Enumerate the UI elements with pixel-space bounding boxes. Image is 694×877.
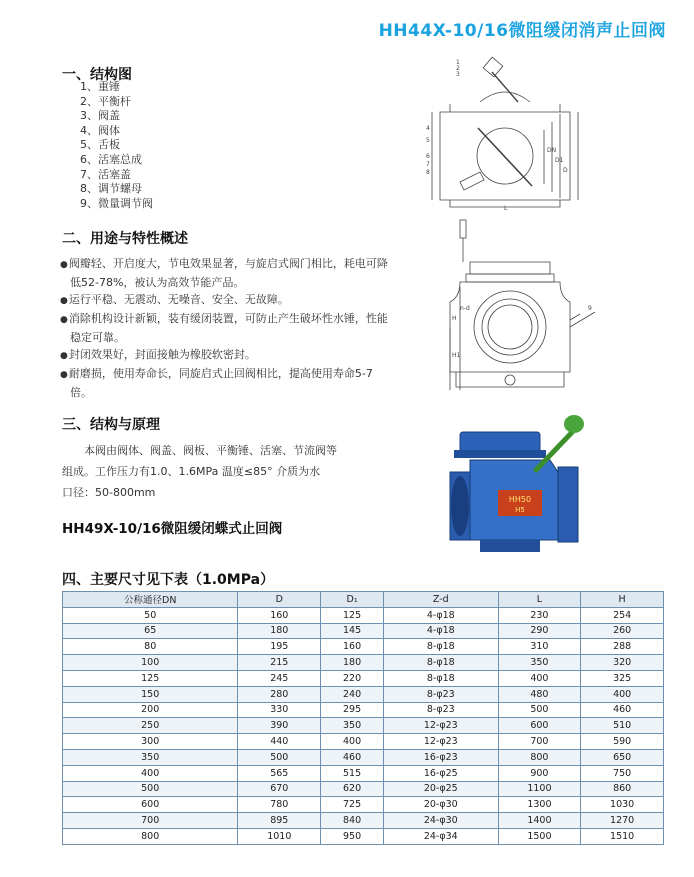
dimension-label: L	[504, 205, 508, 212]
table-cell: 80	[63, 639, 238, 655]
part-item: 8、调节螺母	[80, 182, 142, 196]
column-header: D	[238, 592, 321, 608]
callout-number: 5	[426, 137, 430, 144]
table-cell: 20-φ25	[384, 781, 499, 797]
table-cell: 460	[581, 702, 664, 718]
table-cell: 245	[238, 670, 321, 686]
table-cell: 400	[581, 686, 664, 702]
principle-paragraph	[62, 440, 382, 503]
table-cell: 800	[498, 749, 581, 765]
table-cell: 4-φ18	[384, 623, 499, 639]
dimension-label: n-d	[460, 305, 470, 312]
callout-number: 6	[426, 153, 430, 160]
table-row	[63, 765, 664, 781]
table-cell: 24-φ34	[384, 828, 499, 844]
table-row	[63, 797, 664, 813]
valve-product-photo	[440, 412, 600, 562]
table-row	[63, 813, 664, 829]
table-cell: 840	[321, 813, 384, 829]
feature-item: ● 阀瓣轻、开启度大，节电效果显著，与旋启式阀门相比，耗电可降低52-78%，被认为高效节能产品。	[60, 255, 390, 291]
column-header: L	[498, 592, 581, 608]
table-cell: 8-φ18	[384, 670, 499, 686]
dimension-label: H1	[452, 352, 461, 359]
principle-line: 口径：50-800mm	[62, 486, 156, 499]
section-dimensions-heading: 四、主要尺寸见下表（1.0MPa）	[62, 572, 275, 588]
table-header-row	[63, 592, 664, 608]
table-cell: 1030	[581, 797, 664, 813]
table-cell: 24-φ30	[384, 813, 499, 829]
table-cell: 8-φ18	[384, 639, 499, 655]
table-cell: 400	[321, 734, 384, 750]
table-cell: 1510	[581, 828, 664, 844]
table-cell: 330	[238, 702, 321, 718]
table-cell: 390	[238, 718, 321, 734]
table-cell: 670	[238, 781, 321, 797]
table-cell: 12-φ23	[384, 718, 499, 734]
callout-number: 9	[588, 305, 592, 312]
nameplate-text: H5	[515, 506, 525, 514]
table-cell: 240	[321, 686, 384, 702]
dimension-label: D1	[555, 157, 564, 164]
table-cell: 480	[498, 686, 581, 702]
table-cell: 1010	[238, 828, 321, 844]
features-list	[60, 255, 390, 401]
column-header: Z-d	[384, 592, 499, 608]
table-cell: 100	[63, 655, 238, 671]
table-cell: 565	[238, 765, 321, 781]
callout-number: 7	[426, 161, 430, 168]
dimension-label: H	[452, 315, 457, 322]
dimensions-table	[62, 591, 664, 845]
table-cell: 600	[63, 797, 238, 813]
table-cell: 150	[63, 686, 238, 702]
table-cell: 288	[581, 639, 664, 655]
table-row	[63, 639, 664, 655]
feature-item: ● 运行平稳、无震动、无噪音、安全、无故障。	[60, 291, 390, 310]
table-cell: 780	[238, 797, 321, 813]
table-cell: 300	[63, 734, 238, 750]
table-cell: 50	[63, 607, 238, 623]
callout-number: 4	[426, 125, 430, 132]
table-cell: 700	[498, 734, 581, 750]
table-cell: 220	[321, 670, 384, 686]
table-cell: 440	[238, 734, 321, 750]
table-cell: 195	[238, 639, 321, 655]
table-cell: 260	[581, 623, 664, 639]
table-cell: 900	[498, 765, 581, 781]
table-cell: 700	[63, 813, 238, 829]
table-cell: 600	[498, 718, 581, 734]
table-cell: 310	[498, 639, 581, 655]
column-header: D₁	[321, 592, 384, 608]
table-cell: 1300	[498, 797, 581, 813]
part-item: 9、微量调节阀	[80, 196, 153, 210]
table-cell: 250	[63, 718, 238, 734]
table-cell: 1500	[498, 828, 581, 844]
section-features-heading: 二、用途与特性概述	[62, 231, 188, 247]
table-cell: 230	[498, 607, 581, 623]
table-cell: 215	[238, 655, 321, 671]
table-cell: 160	[321, 639, 384, 655]
table-cell: 500	[238, 749, 321, 765]
column-header: 公称通径DN	[63, 592, 238, 608]
table-cell: 750	[581, 765, 664, 781]
model-subtitle: HH49X-10/16微阻缓闭蝶式止回阀	[62, 521, 283, 537]
table-cell: 620	[321, 781, 384, 797]
part-item: 4、阀体	[80, 123, 120, 137]
table-cell: 650	[581, 749, 664, 765]
table-cell: 4-φ18	[384, 607, 499, 623]
table-cell: 350	[498, 655, 581, 671]
document-title: HH44X-10/16微阻缓闭消声止回阀	[378, 21, 666, 41]
table-cell: 590	[581, 734, 664, 750]
table-cell: 325	[581, 670, 664, 686]
table-row	[63, 718, 664, 734]
part-item: 7、活塞盖	[80, 167, 131, 181]
feature-item: ● 封闭效果好，封面接触为橡胶软密封。	[60, 346, 390, 365]
table-cell: 860	[581, 781, 664, 797]
table-row	[63, 607, 664, 623]
table-row	[63, 670, 664, 686]
table-cell: 180	[321, 655, 384, 671]
parts-list	[80, 80, 153, 211]
section-principle-heading: 三、结构与原理	[62, 417, 160, 433]
table-cell: 16-φ25	[384, 765, 499, 781]
table-cell: 950	[321, 828, 384, 844]
valve-technical-drawing	[420, 52, 620, 412]
table-row	[63, 702, 664, 718]
part-item: 2、平衡杆	[80, 94, 131, 108]
table-cell: 510	[581, 718, 664, 734]
table-cell: 65	[63, 623, 238, 639]
table-row	[63, 686, 664, 702]
principle-line: 本阀由阀体、阀盖、阀板、平衡锤、活塞、节流阀等	[84, 444, 337, 457]
table-cell: 460	[321, 749, 384, 765]
callout-number: 3	[456, 71, 460, 78]
table-row	[63, 655, 664, 671]
table-cell: 500	[498, 702, 581, 718]
table-cell: 12-φ23	[384, 734, 499, 750]
table-cell: 800	[63, 828, 238, 844]
table-cell: 290	[498, 623, 581, 639]
table-cell: 180	[238, 623, 321, 639]
table-cell: 400	[498, 670, 581, 686]
table-row	[63, 734, 664, 750]
table-cell: 125	[63, 670, 238, 686]
table-cell: 725	[321, 797, 384, 813]
part-item: 5、舌板	[80, 138, 120, 152]
table-cell: 8-φ23	[384, 702, 499, 718]
table-row	[63, 623, 664, 639]
table-cell: 254	[581, 607, 664, 623]
table-row	[63, 828, 664, 844]
table-cell: 350	[63, 749, 238, 765]
table-cell: 125	[321, 607, 384, 623]
principle-line: 组成。工作压力有1.0、1.6MPa 温度≤85° 介质为水	[62, 465, 321, 478]
dimension-label: DN	[547, 147, 557, 154]
table-cell: 320	[581, 655, 664, 671]
table-cell: 8-φ23	[384, 686, 499, 702]
column-header: H	[581, 592, 664, 608]
table-row	[63, 781, 664, 797]
table-cell: 8-φ18	[384, 655, 499, 671]
part-item: 1、重锤	[80, 80, 120, 93]
callout-number: 8	[426, 169, 430, 176]
part-item: 3、阀盖	[80, 109, 120, 123]
feature-item: ● 耐磨损，使用寿命长，同旋启式止回阀相比，提高使用寿命5-7倍。	[60, 365, 390, 401]
dimension-label: D	[563, 167, 568, 174]
table-cell: 1270	[581, 813, 664, 829]
table-cell: 895	[238, 813, 321, 829]
table-cell: 280	[238, 686, 321, 702]
nameplate-text: HH50	[508, 495, 532, 504]
feature-item: ● 消除机构设计新颖，装有缓闭装置，可防止产生破坏性水锤，性能稳定可靠。	[60, 310, 390, 346]
section-structure-heading: 一、结构图	[62, 67, 132, 83]
table-cell: 16-φ23	[384, 749, 499, 765]
table-body	[63, 607, 664, 844]
table-cell: 145	[321, 623, 384, 639]
table-cell: 350	[321, 718, 384, 734]
table-cell: 500	[63, 781, 238, 797]
table-cell: 160	[238, 607, 321, 623]
table-cell: 400	[63, 765, 238, 781]
table-cell: 200	[63, 702, 238, 718]
table-cell: 20-φ30	[384, 797, 499, 813]
table-cell: 515	[321, 765, 384, 781]
table-cell: 1400	[498, 813, 581, 829]
part-item: 6、活塞总成	[80, 152, 142, 166]
callout-number: 2	[456, 65, 460, 72]
table-row	[63, 749, 664, 765]
callout-number: 1	[456, 59, 460, 66]
table-cell: 295	[321, 702, 384, 718]
table-cell: 1100	[498, 781, 581, 797]
